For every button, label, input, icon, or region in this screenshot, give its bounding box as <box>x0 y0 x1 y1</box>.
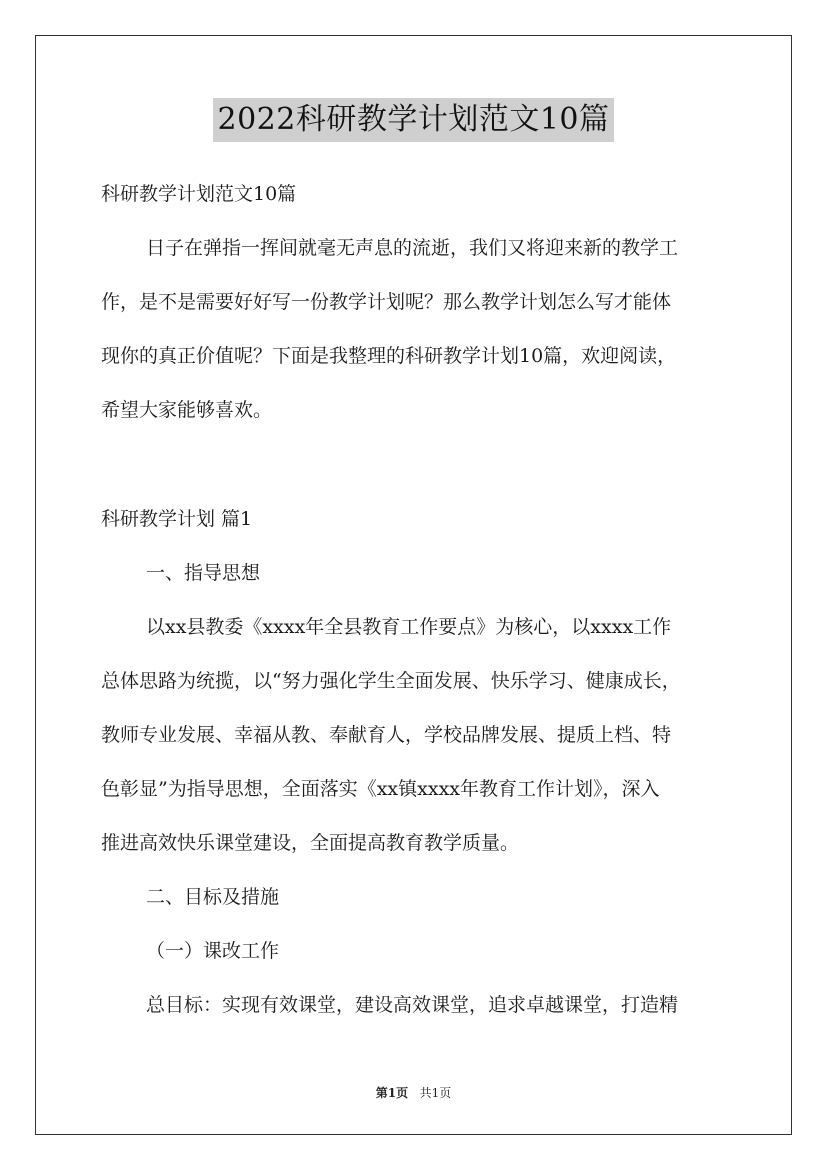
paragraph-line: 教师专业发展、幸福从教、奉献育人，学校品牌发展、提质上档、特 <box>101 724 672 746</box>
paragraph-line: 现你的真正价值呢？下面是我整理的科研教学计划10篇，欢迎阅读， <box>101 345 677 367</box>
paragraph-line: 日子在弹指一挥间就毫无声息的流逝，我们又将迎来新的教学工 <box>146 237 679 259</box>
page-number: 第1页 <box>375 1086 409 1100</box>
subsection-heading: 一、指导思想 <box>146 562 261 584</box>
paragraph-line: 推进高效快乐课堂建设，全面提高教育教学质量。 <box>101 832 520 854</box>
paragraph-line: 总目标：实现有效课堂，建设高效课堂，追求卓越课堂，打造精 <box>146 994 679 1016</box>
subsection-heading: 二、目标及措施 <box>146 886 280 908</box>
paragraph-line: 作，是不是需要好好写一份教学计划呢？那么教学计划怎么写才能体 <box>101 291 672 313</box>
paragraph-line: 以xx县教委《xxxx年全县教育工作要点》为核心，以xxxx工作 <box>146 616 672 638</box>
page-footer <box>0 1084 827 1101</box>
paragraph-line: 希望大家能够喜欢。 <box>101 399 273 421</box>
paragraph-line: 总体思路为统揽，以“努力强化学生全面发展、快乐学习、健康成长， <box>101 670 681 692</box>
paragraph-line: 色彰显”为指导思想，全面落实《xx镇xxxx年教育工作计划》，深入 <box>101 778 660 800</box>
doc-subtitle: 科研教学计划范文10篇 <box>101 183 297 205</box>
section-heading: 科研教学计划 篇1 <box>101 508 253 530</box>
page-total: 共1页 <box>419 1086 452 1100</box>
document-title: 2022科研教学计划范文10篇 <box>213 98 613 142</box>
subsection-heading: （一）课改工作 <box>146 940 280 962</box>
title-container <box>0 98 827 142</box>
